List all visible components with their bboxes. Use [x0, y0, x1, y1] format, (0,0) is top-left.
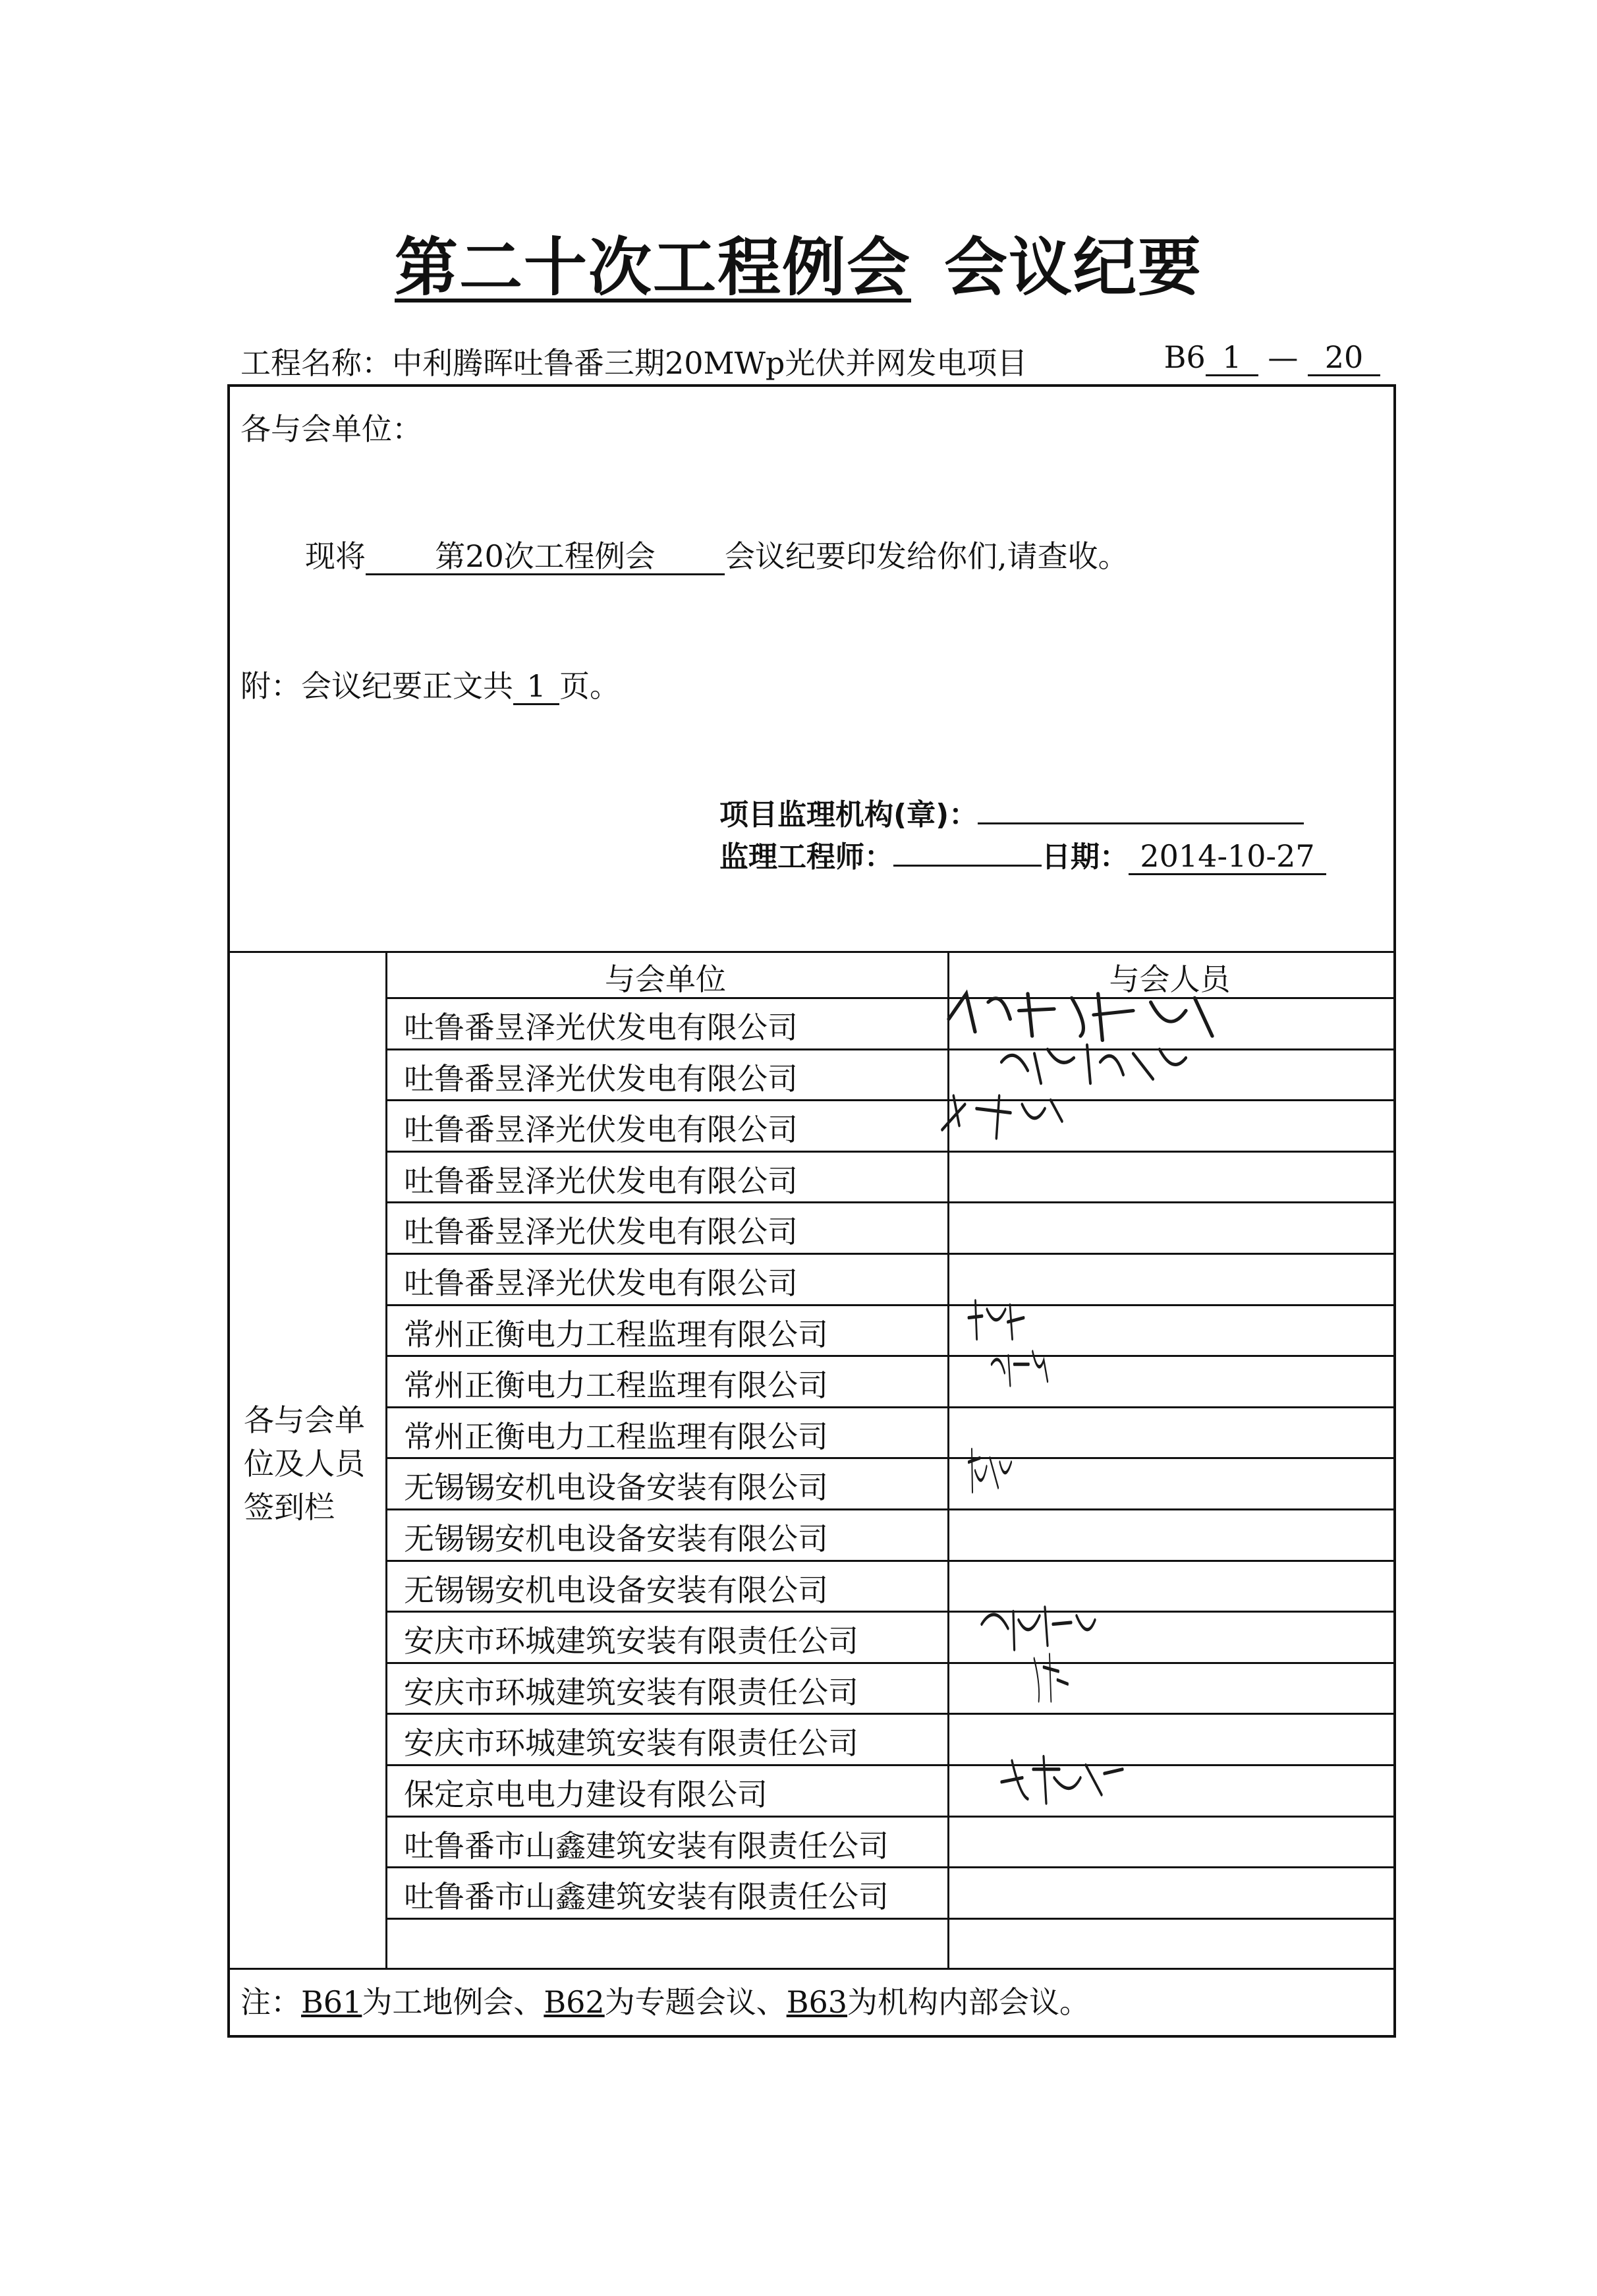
side-label-line: 签到栏 — [244, 1489, 335, 1525]
footnote-b63-text: 为机构内部会议。 — [847, 1984, 1090, 2020]
project-line — [240, 339, 1380, 383]
send-suffix: 会议纪要印发给你们,请查收。 — [725, 538, 1129, 574]
form-frame — [227, 384, 1396, 2038]
signature-stroke — [949, 994, 1212, 1041]
table-row-border — [385, 1099, 1396, 1101]
side-label-line: 位及人员 — [244, 1446, 365, 1481]
meeting-name: 第20次工程例会 — [366, 540, 725, 575]
attendance-row-unit: 安庆市环城建筑安装有限责任公司 — [404, 1623, 858, 1659]
table-row-border — [385, 1508, 1396, 1510]
attachment-line — [240, 662, 620, 706]
date-value: 2014-10-27 — [1129, 840, 1326, 875]
table-top-border — [227, 951, 1396, 953]
signature-stroke — [992, 1352, 1048, 1385]
signature-stroke — [968, 1300, 1024, 1338]
table-row-border — [385, 1304, 1396, 1306]
table-row-border — [385, 1048, 1396, 1050]
footnote-b62: B62 — [544, 1984, 605, 2020]
attendance-row-unit: 保定京电电力建设有限公司 — [404, 1777, 768, 1812]
table-row-border — [385, 1713, 1396, 1715]
table-row-border — [385, 1253, 1396, 1255]
table-bottom-border — [227, 1968, 1396, 1970]
signature-scribble — [1031, 1650, 1123, 1709]
footnote-b63: B63 — [786, 1984, 848, 2020]
signature-stroke — [1001, 1756, 1123, 1803]
attendance-row-unit: 吐鲁番昱泽光伏发电有限公司 — [404, 1112, 798, 1148]
signature-stroke — [1034, 1654, 1068, 1701]
footnote-b61: B61 — [301, 1984, 362, 2020]
attendance-row-unit: 安庆市环城建筑安装有限责任公司 — [404, 1725, 858, 1762]
signature-stroke — [968, 1450, 1011, 1492]
attendance-row-unit: 无锡锡安机电设备安装有限公司 — [404, 1572, 828, 1608]
attendance-row-unit: 常州正衡电力工程监理有限公司 — [404, 1367, 828, 1404]
attendance-row-unit: 常州正衡电力工程监理有限公司 — [404, 1316, 828, 1352]
table-row-border — [385, 1611, 1396, 1613]
code-dash: — — [1268, 339, 1299, 375]
engineer-label: 监理工程师： — [719, 840, 893, 874]
signature-stroke — [942, 1096, 1062, 1138]
footnote — [240, 1978, 1090, 2022]
attendance-row-unit: 常州正衡电力工程监理有限公司 — [404, 1418, 828, 1454]
project-label: 工程名称： — [240, 345, 392, 381]
handwritten-signature — [1001, 1752, 1160, 1814]
form-code — [1164, 339, 1380, 376]
org-stamp-field — [978, 789, 1304, 824]
send-prefix: 现将 — [305, 538, 366, 574]
code-prefix: B6 — [1163, 339, 1206, 375]
title-sub: 会议纪要 — [944, 231, 1202, 304]
footnote-b61-text: 为工地例会、 — [362, 1984, 544, 2020]
engineer-date-line — [719, 832, 1326, 875]
table-col-divider — [385, 951, 387, 1968]
attendance-row-unit: 安庆市环城建筑安装有限责任公司 — [404, 1674, 858, 1710]
signature-scribble — [982, 1599, 1140, 1658]
org-stamp-line — [719, 789, 1304, 833]
attendance-row-unit: 吐鲁番昱泽光伏发电有限公司 — [404, 1060, 798, 1097]
handwritten-signature — [1031, 1650, 1123, 1712]
code-number: 20 — [1308, 341, 1380, 376]
signature-stroke — [1001, 1045, 1186, 1083]
footnote-prefix: 注： — [240, 1984, 301, 2020]
signature-scribble — [949, 985, 1212, 1045]
signature-scribble — [992, 1343, 1104, 1402]
signature-scribble — [1001, 1752, 1160, 1812]
attendance-row-unit: 吐鲁番市山鑫建筑安装有限责任公司 — [404, 1879, 889, 1915]
handwritten-signature — [992, 1343, 1104, 1405]
table-row-border — [385, 1918, 1396, 1920]
table-row-border — [385, 1764, 1396, 1766]
table-row-border — [385, 1457, 1396, 1459]
table-row-border — [385, 1406, 1396, 1408]
signature-scribble — [1001, 1037, 1199, 1096]
side-label-line: 各与会单 — [244, 1402, 365, 1438]
table-row-border — [385, 1866, 1396, 1868]
footnote-b62-text: 为专题会议、 — [604, 1984, 787, 2020]
date-label: 日期： — [1042, 840, 1129, 874]
handwritten-signature — [942, 1087, 1113, 1149]
attach-suffix: 页。 — [559, 668, 620, 704]
col-header-unit: 与会单位 — [605, 961, 726, 997]
addressee: 各与会单位： — [240, 411, 422, 447]
signature-scribble — [968, 1445, 1067, 1505]
attach-prefix: 附：会议纪要正文共 — [240, 668, 513, 704]
table-row-border — [385, 1355, 1396, 1357]
send-line — [305, 532, 1129, 576]
attendance-row-unit: 吐鲁番昱泽光伏发电有限公司 — [404, 1265, 798, 1301]
attendance-row-unit: 吐鲁番昱泽光伏发电有限公司 — [404, 1214, 798, 1250]
attendance-row-unit: 吐鲁番市山鑫建筑安装有限责任公司 — [404, 1827, 889, 1864]
attach-pages: 1 — [513, 670, 559, 705]
handwritten-signature — [968, 1445, 1067, 1507]
signature-scribble — [942, 1087, 1113, 1147]
signature-stroke — [982, 1607, 1095, 1650]
attendance-row-unit: 无锡锡安机电设备安装有限公司 — [404, 1521, 828, 1557]
table-row-border — [385, 1151, 1396, 1153]
table-row-border — [385, 1560, 1396, 1562]
document-title — [0, 217, 1597, 308]
org-label: 项目监理机构(章)： — [719, 798, 978, 832]
attendance-row-unit: 吐鲁番昱泽光伏发电有限公司 — [404, 1162, 798, 1199]
table-row-border — [385, 1816, 1396, 1818]
attendance-row-unit: 无锡锡安机电设备安装有限公司 — [404, 1470, 828, 1506]
project-name: 中利腾晖吐鲁番三期20MWp光伏并网发电项目 — [392, 345, 1028, 381]
attendance-row-unit: 吐鲁番昱泽光伏发电有限公司 — [404, 1010, 798, 1045]
col-header-person: 与会人员 — [1109, 961, 1231, 997]
table-row-border — [385, 1201, 1396, 1203]
signature-scribble — [968, 1292, 1107, 1352]
code-type: 1 — [1206, 341, 1258, 376]
title-main: 第二十次工程例会 — [395, 231, 911, 304]
attendance-side-label — [244, 1398, 365, 1529]
engineer-field — [893, 832, 1042, 867]
table-row-border — [385, 1662, 1396, 1664]
